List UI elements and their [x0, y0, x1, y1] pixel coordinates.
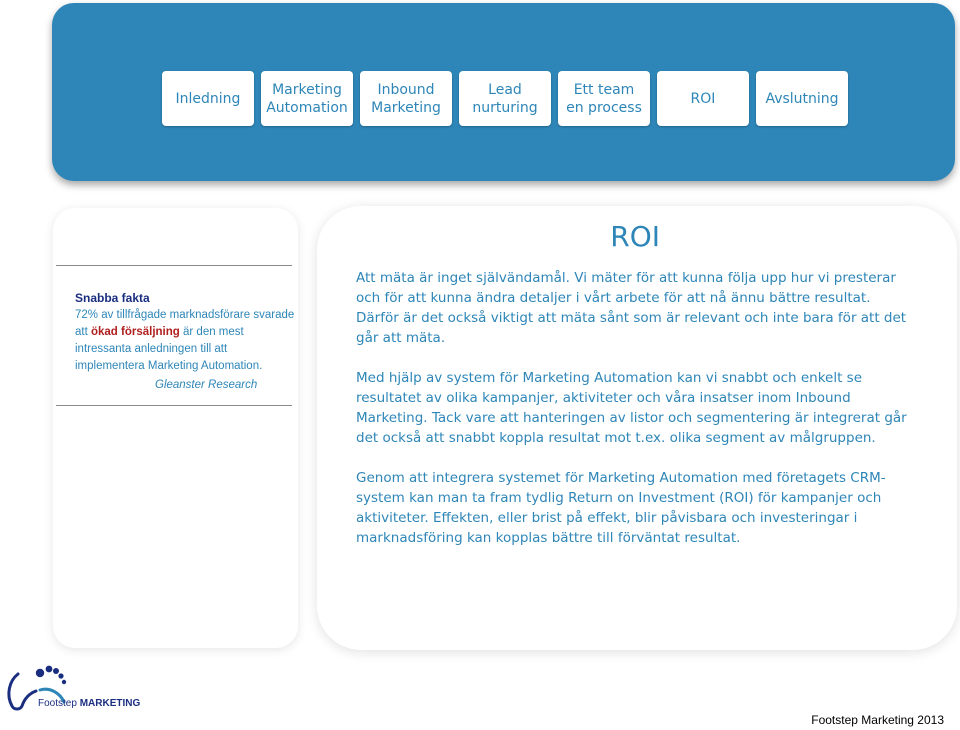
fact-source: Gleanster Research — [155, 379, 258, 391]
nav-item-ett-team[interactable]: Ett team en process — [558, 71, 650, 126]
nav-item-inbound-marketing[interactable]: Inbound Marketing — [360, 71, 452, 126]
page-title: ROI — [610, 220, 660, 253]
fact-box — [75, 290, 297, 394]
fact-text-after: är den mest intressanta anledningen till att implementera Marketing Automation. — [75, 326, 263, 372]
paragraph-3: Genom att integrera systemet för Marketing Automation med företagets CRM-system kan man ta fram tydlig Return on Investment (ROI) för kampanjer och aktiviteter. Effekten, eller brist på effekt, blir påvisbara och investeringar i marknadsföring kan kopplas bättre till förväntat resultat. — [356, 470, 886, 546]
fact-title: Snabba fakta — [75, 291, 150, 305]
fact-text-before: 72% av tillfrågade marknadsförare svarade att — [75, 309, 295, 338]
logo-accent: MARKETING — [79, 698, 141, 709]
main-navigation — [162, 71, 848, 126]
fact-highlight: ökad försäljning — [90, 326, 180, 338]
footer-text: Footstep Marketing 2013 — [811, 713, 944, 727]
paragraph-1: Att mäta är inget självändamål. Vi mäter för att kunna följa upp hur vi presterar och för att kunna ändra detaljer i vårt arbete för att nå ännu bättre resultat. Därför är det också viktigt att mäta sånt som är relevant och inte bara för att det går att mäta. — [356, 270, 907, 346]
content-body — [356, 268, 916, 568]
nav-item-inledning[interactable]: Inledning — [162, 71, 254, 126]
sidebar-divider-top — [56, 265, 292, 266]
content-card — [317, 206, 957, 650]
nav-item-lead-nurturing[interactable]: Lead nurturing — [459, 71, 551, 126]
nav-item-roi[interactable]: ROI — [657, 71, 749, 126]
logo-name: Footstep — [38, 698, 77, 709]
paragraph-2: Med hjälp av system för Marketing Automation kan vi snabbt och enkelt se resultatet av olika kampanjer, aktiviteter och våra insatser inom Inbound Marketing. Tack vare att hanteringen av listor och segmentering är integrerat går det också att snabbt koppla resultat mot t.ex. olika segment av målgruppen. — [356, 370, 907, 446]
sidebar-divider-bottom — [56, 405, 292, 406]
logo-text — [38, 698, 140, 709]
fact-sidebar — [53, 208, 298, 648]
nav-item-marketing-automation[interactable]: Marketing Automation — [261, 71, 353, 126]
nav-item-avslutning[interactable]: Avslutning — [756, 71, 848, 126]
